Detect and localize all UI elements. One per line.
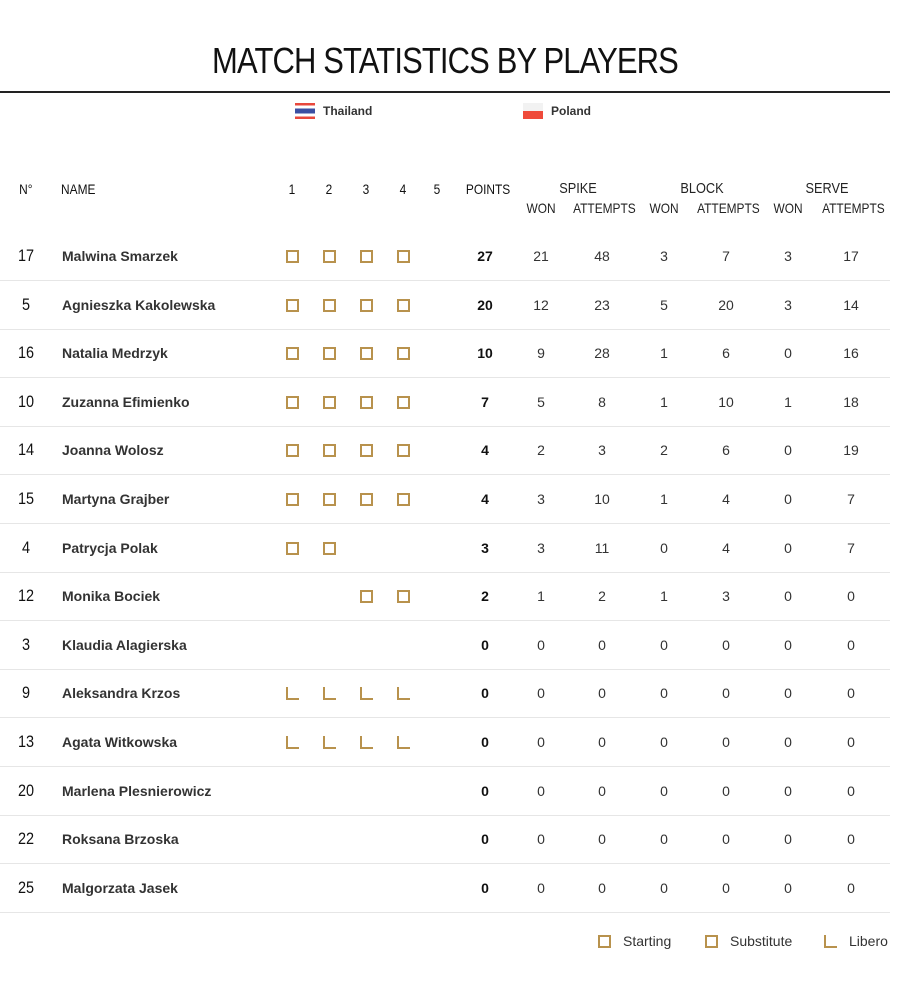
libero-marker-icon bbox=[286, 687, 299, 700]
player-serve-won: 0 bbox=[784, 879, 792, 896]
table-row[interactable] bbox=[0, 524, 890, 573]
player-spike-won: 0 bbox=[537, 685, 545, 702]
player-serve-won: 0 bbox=[784, 831, 792, 848]
player-number: 13 bbox=[17, 732, 35, 751]
legend-libero bbox=[824, 930, 888, 952]
player-spike-attempts: 28 bbox=[594, 345, 610, 362]
player-serve-won: 3 bbox=[784, 248, 792, 264]
starting-marker-icon bbox=[323, 396, 336, 409]
player-serve-won: 0 bbox=[784, 636, 792, 653]
player-serve-attempts: 0 bbox=[847, 636, 855, 653]
player-name: Agata Witkowska bbox=[62, 734, 178, 750]
player-points: 27 bbox=[477, 248, 493, 264]
player-name: Zuzanna Efimienko bbox=[62, 393, 190, 410]
starting-marker-icon bbox=[323, 347, 336, 360]
player-block-won: 1 bbox=[660, 491, 668, 507]
player-block-attempts: 0 bbox=[722, 879, 730, 896]
starting-marker-icon bbox=[286, 444, 299, 457]
player-block-won: 3 bbox=[660, 248, 668, 264]
player-block-attempts: 10 bbox=[718, 393, 734, 410]
libero-marker-icon bbox=[323, 736, 336, 749]
player-serve-attempts: 0 bbox=[847, 588, 855, 605]
player-serve-won: 0 bbox=[784, 782, 792, 799]
header-set-5: 5 bbox=[433, 181, 441, 197]
libero-marker-icon bbox=[323, 687, 336, 700]
player-spike-won: 1 bbox=[537, 588, 545, 605]
player-serve-attempts: 19 bbox=[843, 442, 859, 459]
player-serve-won: 1 bbox=[784, 393, 792, 410]
player-points: 0 bbox=[481, 831, 489, 848]
header-spike-attempts: ATTEMPTS bbox=[573, 200, 636, 216]
player-number: 25 bbox=[17, 877, 35, 897]
player-points: 3 bbox=[481, 539, 489, 556]
starting-marker-icon bbox=[286, 396, 299, 409]
starting-marker-icon bbox=[323, 542, 336, 555]
player-name: Natalia Medrzyk bbox=[62, 345, 168, 362]
starting-marker-icon bbox=[286, 493, 299, 506]
team-name-home: Thailand bbox=[323, 104, 373, 118]
header-serve: SERVE bbox=[805, 180, 849, 197]
player-points: 2 bbox=[481, 588, 489, 605]
player-spike-attempts: 10 bbox=[594, 491, 610, 507]
header-block-won: WON bbox=[649, 200, 679, 216]
legend-libero-label: Libero bbox=[849, 933, 888, 949]
player-name: Patrycja Polak bbox=[62, 539, 158, 556]
table-row[interactable] bbox=[0, 815, 890, 864]
player-block-attempts: 0 bbox=[722, 685, 730, 702]
starting-marker-icon bbox=[360, 299, 373, 312]
starting-marker-icon bbox=[397, 396, 410, 409]
libero-marker-icon bbox=[360, 736, 373, 749]
header-set-2: 2 bbox=[325, 181, 333, 197]
player-spike-attempts: 8 bbox=[598, 393, 606, 410]
player-name: Klaudia Alagierska bbox=[62, 636, 187, 653]
player-spike-attempts: 0 bbox=[598, 879, 606, 896]
starting-marker-icon bbox=[286, 542, 299, 555]
player-block-attempts: 0 bbox=[722, 636, 730, 653]
starting-marker-icon bbox=[323, 493, 336, 506]
player-serve-won: 0 bbox=[784, 734, 792, 750]
starting-marker-icon bbox=[323, 299, 336, 312]
player-serve-attempts: 7 bbox=[847, 539, 855, 556]
table-row[interactable] bbox=[0, 378, 890, 427]
player-spike-won: 3 bbox=[537, 539, 545, 556]
poland-flag-icon bbox=[523, 103, 543, 119]
player-number: 16 bbox=[17, 343, 35, 363]
header-block: BLOCK bbox=[680, 180, 724, 197]
player-number: 12 bbox=[17, 586, 35, 606]
player-spike-won: 0 bbox=[537, 831, 545, 848]
player-spike-attempts: 11 bbox=[594, 539, 610, 556]
player-points: 7 bbox=[481, 393, 489, 410]
page-title: MATCH STATISTICS BY PLAYERS bbox=[212, 40, 678, 81]
player-spike-won: 9 bbox=[537, 345, 545, 362]
player-block-attempts: 7 bbox=[722, 248, 730, 264]
player-block-won: 0 bbox=[660, 539, 668, 556]
table-row[interactable] bbox=[0, 767, 890, 816]
starting-marker-icon bbox=[286, 299, 299, 312]
player-serve-won: 0 bbox=[784, 491, 792, 507]
player-serve-won: 0 bbox=[784, 442, 792, 459]
player-points: 4 bbox=[481, 491, 489, 507]
table-row[interactable] bbox=[0, 281, 890, 330]
player-block-won: 0 bbox=[660, 734, 668, 750]
player-spike-won: 0 bbox=[537, 879, 545, 896]
player-name: Agnieszka Kakolewska bbox=[62, 296, 216, 313]
header-block-attempts: ATTEMPTS bbox=[697, 200, 760, 216]
player-name: Aleksandra Krzos bbox=[62, 685, 181, 702]
player-block-won: 0 bbox=[660, 636, 668, 653]
player-name: Monika Bociek bbox=[62, 588, 161, 605]
starting-marker-icon bbox=[323, 444, 336, 457]
player-points: 0 bbox=[481, 636, 489, 653]
header-name: NAME bbox=[61, 181, 96, 197]
table-row[interactable] bbox=[0, 329, 890, 378]
header-number: N° bbox=[19, 181, 33, 197]
table-row[interactable] bbox=[0, 718, 890, 767]
player-block-attempts: 4 bbox=[722, 539, 730, 556]
player-serve-won: 0 bbox=[784, 345, 792, 362]
player-number: 3 bbox=[21, 634, 31, 654]
player-spike-won: 3 bbox=[537, 491, 545, 507]
starting-marker-icon bbox=[360, 396, 373, 409]
player-block-won: 0 bbox=[660, 685, 668, 702]
player-spike-won: 5 bbox=[537, 393, 545, 410]
header-set-3: 3 bbox=[362, 181, 370, 197]
player-points: 4 bbox=[481, 442, 489, 459]
player-serve-won: 0 bbox=[784, 588, 792, 605]
player-serve-attempts: 16 bbox=[843, 345, 859, 362]
player-serve-attempts: 0 bbox=[847, 782, 855, 799]
starting-marker-icon bbox=[397, 590, 410, 603]
player-name: Malgorzata Jasek bbox=[62, 879, 178, 896]
player-block-attempts: 0 bbox=[722, 831, 730, 848]
header-points: POINTS bbox=[465, 181, 511, 197]
player-block-won: 0 bbox=[660, 831, 668, 848]
starting-marker-icon bbox=[323, 250, 336, 263]
player-serve-attempts: 18 bbox=[843, 393, 859, 410]
player-points: 0 bbox=[481, 879, 489, 896]
libero-marker-icon bbox=[397, 736, 410, 749]
player-name: Roksana Brzoska bbox=[62, 831, 179, 848]
player-spike-won: 0 bbox=[537, 734, 545, 750]
player-number: 22 bbox=[17, 829, 35, 849]
table-row[interactable] bbox=[0, 232, 890, 281]
legend-substitute bbox=[705, 930, 792, 952]
player-serve-attempts: 7 bbox=[847, 491, 855, 507]
header-spike: SPIKE bbox=[559, 180, 597, 197]
libero-marker-icon bbox=[360, 687, 373, 700]
player-spike-attempts: 0 bbox=[598, 831, 606, 848]
libero-marker-icon bbox=[286, 736, 299, 749]
player-serve-won: 0 bbox=[784, 539, 792, 556]
legend-starting bbox=[598, 930, 671, 952]
libero-marker-icon bbox=[824, 935, 837, 948]
table-row[interactable] bbox=[0, 669, 890, 718]
starting-marker-icon bbox=[397, 347, 410, 360]
player-block-attempts: 0 bbox=[722, 734, 730, 750]
player-block-won: 2 bbox=[660, 442, 668, 459]
team-poland[interactable] bbox=[523, 102, 591, 120]
player-name: Marlena Plesnierowicz bbox=[62, 782, 212, 799]
header-set-4: 4 bbox=[399, 181, 407, 197]
player-block-won: 1 bbox=[660, 393, 668, 410]
player-points: 0 bbox=[481, 782, 489, 799]
player-number: 15 bbox=[17, 489, 35, 508]
header-serve-attempts: ATTEMPTS bbox=[822, 200, 885, 216]
player-serve-attempts: 0 bbox=[847, 831, 855, 848]
table-row[interactable] bbox=[0, 426, 890, 475]
player-block-won: 1 bbox=[660, 345, 668, 362]
team-name-away: Poland bbox=[551, 104, 592, 118]
player-number: 17 bbox=[17, 246, 35, 265]
player-block-attempts: 20 bbox=[718, 296, 734, 313]
thailand-flag-icon bbox=[295, 103, 315, 119]
player-spike-won: 12 bbox=[533, 296, 549, 313]
player-block-attempts: 6 bbox=[722, 345, 730, 362]
table-row[interactable] bbox=[0, 864, 890, 913]
player-name: Malwina Smarzek bbox=[62, 248, 178, 264]
header-set-1: 1 bbox=[288, 181, 296, 197]
table-row[interactable] bbox=[0, 475, 890, 524]
player-number: 5 bbox=[21, 294, 31, 314]
player-serve-attempts: 0 bbox=[847, 734, 855, 750]
starting-marker-icon bbox=[360, 493, 373, 506]
player-block-won: 0 bbox=[660, 782, 668, 799]
player-spike-attempts: 2 bbox=[598, 588, 606, 605]
player-block-attempts: 4 bbox=[722, 491, 730, 507]
substitute-marker-icon bbox=[705, 935, 718, 948]
player-name: Martyna Grajber bbox=[62, 491, 170, 507]
player-number: 20 bbox=[17, 780, 35, 800]
legend-substitute-label: Substitute bbox=[730, 933, 793, 949]
table-row[interactable] bbox=[0, 621, 890, 670]
starting-marker-icon bbox=[286, 347, 299, 360]
player-spike-attempts: 0 bbox=[598, 685, 606, 702]
player-number: 4 bbox=[21, 537, 31, 557]
player-number: 14 bbox=[17, 440, 35, 460]
player-block-won: 1 bbox=[660, 588, 668, 605]
player-spike-attempts: 3 bbox=[598, 442, 606, 459]
starting-marker-icon bbox=[360, 444, 373, 457]
starting-marker-icon bbox=[286, 250, 299, 263]
player-number: 9 bbox=[21, 683, 31, 703]
starting-marker-icon bbox=[360, 590, 373, 603]
header-serve-won: WON bbox=[773, 200, 803, 216]
player-points: 0 bbox=[481, 734, 489, 750]
player-points: 10 bbox=[477, 345, 493, 362]
player-serve-attempts: 0 bbox=[847, 685, 855, 702]
player-block-attempts: 6 bbox=[722, 442, 730, 459]
table-row[interactable] bbox=[0, 572, 890, 621]
starting-marker-icon bbox=[397, 250, 410, 263]
starting-marker-icon bbox=[360, 347, 373, 360]
player-spike-won: 2 bbox=[537, 442, 545, 459]
player-points: 0 bbox=[481, 685, 489, 702]
player-serve-won: 0 bbox=[784, 685, 792, 702]
player-spike-attempts: 48 bbox=[594, 248, 610, 264]
player-block-attempts: 3 bbox=[722, 588, 730, 605]
team-thailand[interactable] bbox=[295, 102, 372, 120]
starting-marker-icon bbox=[397, 444, 410, 457]
header-spike-won: WON bbox=[526, 200, 556, 216]
player-serve-attempts: 14 bbox=[843, 296, 859, 313]
player-spike-won: 21 bbox=[533, 248, 549, 264]
player-spike-attempts: 0 bbox=[598, 636, 606, 653]
starting-marker-icon bbox=[360, 250, 373, 263]
player-block-won: 0 bbox=[660, 879, 668, 896]
player-spike-attempts: 0 bbox=[598, 734, 606, 750]
player-number: 10 bbox=[17, 391, 35, 411]
title-divider bbox=[0, 91, 890, 93]
player-spike-won: 0 bbox=[537, 782, 545, 799]
player-points: 20 bbox=[477, 296, 493, 313]
player-spike-attempts: 0 bbox=[598, 782, 606, 799]
starting-marker-icon bbox=[397, 493, 410, 506]
starting-marker-icon bbox=[598, 935, 611, 948]
player-spike-won: 0 bbox=[537, 636, 545, 653]
player-name: Joanna Wolosz bbox=[62, 442, 164, 459]
starting-marker-icon bbox=[397, 299, 410, 312]
player-serve-attempts: 0 bbox=[847, 879, 855, 896]
player-serve-attempts: 17 bbox=[843, 248, 859, 264]
legend-starting-label: Starting bbox=[623, 933, 672, 949]
player-block-attempts: 0 bbox=[722, 782, 730, 799]
player-block-won: 5 bbox=[660, 296, 668, 313]
libero-marker-icon bbox=[397, 687, 410, 700]
player-spike-attempts: 23 bbox=[594, 296, 610, 313]
player-serve-won: 3 bbox=[784, 296, 792, 313]
